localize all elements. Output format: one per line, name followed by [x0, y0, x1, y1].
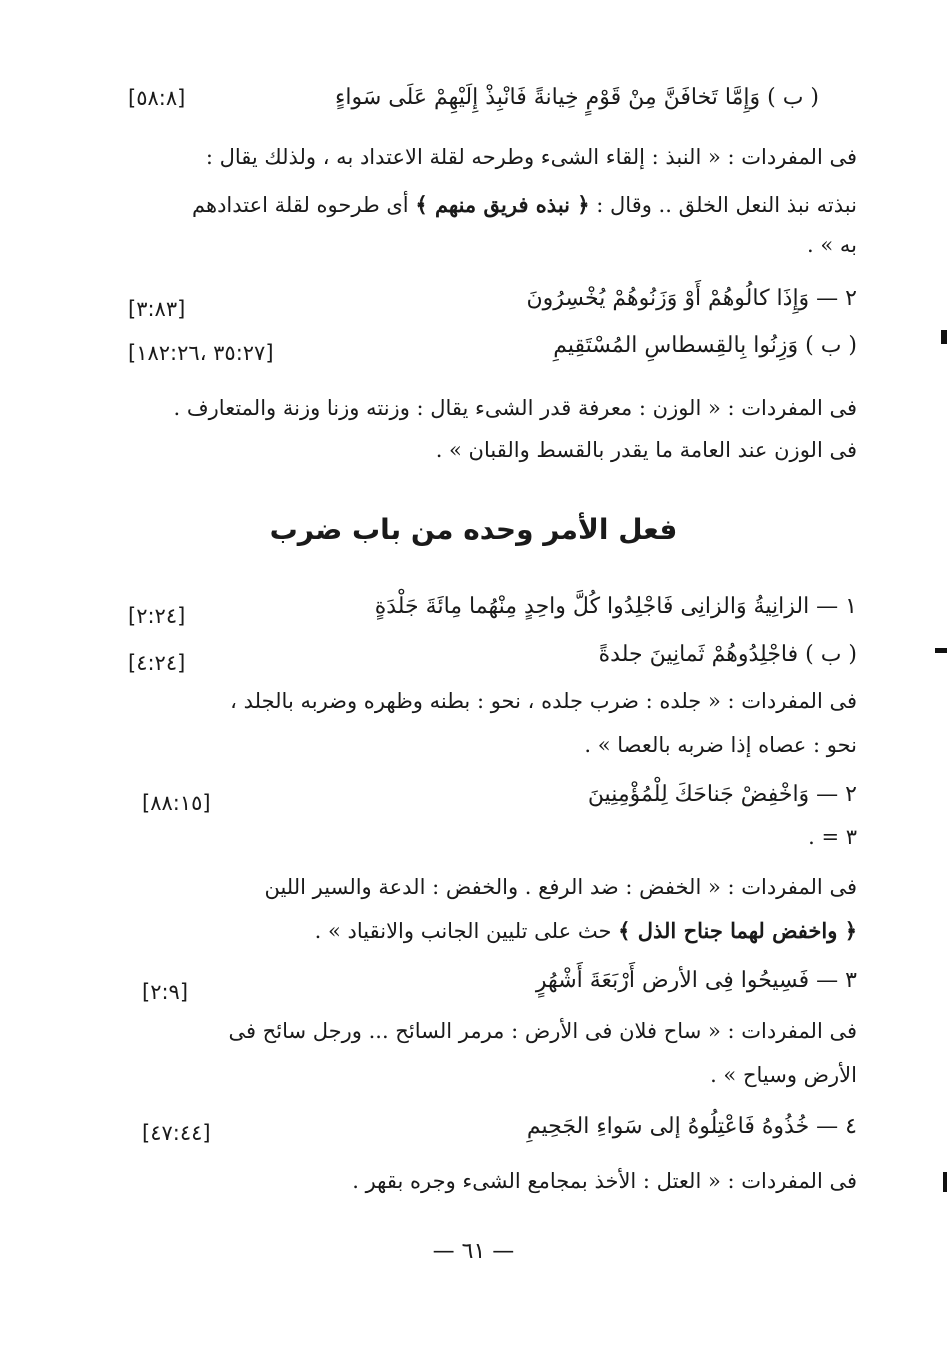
- definition-line: فى الوزن عند العامة ما يقدر بالقسط والقبان » .: [435, 438, 857, 462]
- scan-edge-mark: [943, 1172, 947, 1192]
- definition-line: الأرض وسياح » .: [710, 1063, 857, 1087]
- definition-text: حث على تليين الجانب والانقياد » .: [314, 919, 619, 943]
- definition-line: فى المفردات : « ساح فلان فى الأرض : مرمر السائح ... ورجل سائح فى: [228, 1019, 857, 1043]
- scan-edge-mark: [935, 648, 947, 653]
- verse-line: ٣ = .: [808, 825, 857, 849]
- quran-quote: ﴿ نبذه فريق منهم ﴾: [415, 192, 590, 217]
- verse-reference: [٨٨:١٥]: [142, 791, 211, 815]
- verse-line: ٤ — خُذُوهُ فَاعْتِلُوهُ إلى سَواءِ الجَحِيمِ: [526, 1114, 857, 1139]
- section-heading: فعل الأمر وحده من باب ضرب: [269, 513, 678, 546]
- definition-line: [192, 190, 857, 220]
- verse-line: ( ب ) وَإِمَّا تَخافَنَّ مِنْ قَوْمٍ خِيانةً فَانْبِذْ إِلَيْهِمْ عَلَى سَواءٍ: [335, 85, 819, 110]
- definition-line: نحو : عصاه إذا ضربه بالعصا » .: [584, 733, 857, 757]
- verse-line: ( ب ) وَزِنُوا بِالقِسطاسِ المُسْتَقِيمِ: [553, 333, 857, 358]
- definition-line: فى المفردات : « الوزن : معرفة قدر الشىء يقال : وزنته وزنا وزنة والمتعارف .: [173, 396, 857, 420]
- verse-reference: [٢:٢٤]: [128, 604, 186, 628]
- quran-quote: ﴿ واخفض لهما جناح الذل ﴾: [618, 918, 857, 943]
- scan-edge-mark: [941, 330, 947, 344]
- verse-line: ٢ — وَإِذَا كالُوهُمْ أَوْ وَزَنُوهُمْ يُخْسِرُونَ: [526, 286, 857, 311]
- verse-line: ٢ — وَاخْفِضْ جَناحَكَ لِلْمُؤْمِنِينَ: [587, 782, 857, 807]
- verse-reference: [٤٧:٤٤]: [142, 1121, 211, 1145]
- page-number: — ٦١ —: [432, 1239, 515, 1264]
- definition-text: أى طرحوه لقلة اعتدادهم: [192, 193, 416, 217]
- definition-line: [315, 916, 857, 946]
- verse-line: ( ب ) فاجْلِدُوهُمْ ثَمانِينَ جلدةً: [598, 642, 857, 667]
- verse-reference: [٣٥:٢٧ ،١٨٢:٢٦]: [128, 341, 274, 365]
- verse-reference: [٣:٨٣]: [128, 297, 186, 321]
- definition-line: فى المفردات : « النبذ : إلقاء الشىء وطرحه لقلة الاعتداد به ، ولذلك يقال :: [205, 145, 857, 169]
- definition-line: فى المفردات : « الخفض : ضد الرفع . والخفض : الدعة والسير اللين: [264, 875, 857, 899]
- verse-reference: [٤:٢٤]: [128, 651, 186, 675]
- definition-line: فى المفردات : « جلده : ضرب جلده ، نحو : بطنه وظهره وضربه بالجلد ،: [230, 689, 857, 713]
- verse-reference: [٥٨:٨]: [128, 86, 186, 110]
- verse-line: ٣ — فَسِيحُوا فِى الأرض أَرْبَعَةَ أَشْهُرٍ: [535, 968, 857, 993]
- verse-line: ١ — الزانِيةُ وَالزانِى فَاجْلِدُوا كُلَّ واحِدٍ مِنْهُما مِائَةَ جَلْدَةٍ: [374, 594, 857, 619]
- definition-line: به » .: [807, 233, 857, 257]
- verse-reference: [٢:٩]: [142, 980, 189, 1004]
- definition-line: فى المفردات : « العتل : الأخذ بمجامع الشىء وجره بقهر .: [352, 1169, 857, 1193]
- definition-text: نبذته نبذ النعل الخلق .. وقال :: [589, 193, 857, 217]
